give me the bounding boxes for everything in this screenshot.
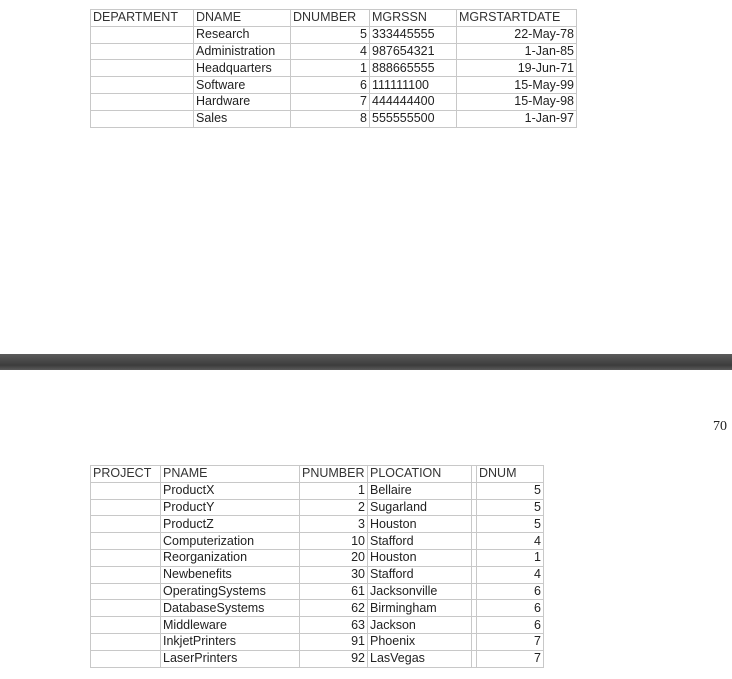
project-cell: 4	[477, 533, 544, 550]
slide-divider	[0, 354, 732, 370]
project-cell: 6	[477, 583, 544, 600]
department-cell: Administration	[194, 43, 291, 60]
project-label-cell	[91, 549, 161, 566]
project-cell: 5	[477, 499, 544, 516]
project-cell: 62	[300, 600, 368, 617]
project-cell: 10	[300, 533, 368, 550]
project-column-header: DNUM	[477, 466, 544, 483]
department-cell: Headquarters	[194, 60, 291, 77]
project-table	[90, 465, 544, 668]
project-cell: ProductY	[161, 499, 300, 516]
department-cell: Software	[194, 77, 291, 94]
project-column-header: PNUMBER	[300, 466, 368, 483]
department-cell: 1-Jan-97	[457, 110, 577, 127]
project-row	[91, 650, 544, 667]
project-row	[91, 600, 544, 617]
project-table-label: PROJECT	[91, 466, 161, 483]
project-row	[91, 633, 544, 650]
project-cell: 6	[477, 617, 544, 634]
project-cell: Bellaire	[368, 482, 472, 499]
department-cell: 19-Jun-71	[457, 60, 577, 77]
project-cell: 3	[300, 516, 368, 533]
department-column-header: DNUMBER	[291, 10, 370, 27]
department-cell: Research	[194, 26, 291, 43]
project-cell: ProductZ	[161, 516, 300, 533]
project-cell: Houston	[368, 549, 472, 566]
department-cell: 4	[291, 43, 370, 60]
project-cell: Stafford	[368, 533, 472, 550]
project-row	[91, 617, 544, 634]
project-cell: DatabaseSystems	[161, 600, 300, 617]
department-cell: 444444400	[370, 93, 457, 110]
department-cell: 8	[291, 110, 370, 127]
project-cell: 2	[300, 499, 368, 516]
project-row	[91, 482, 544, 499]
project-column-header: PNAME	[161, 466, 300, 483]
department-label-cell	[91, 43, 194, 60]
department-column-header: DNAME	[194, 10, 291, 27]
project-cell: 92	[300, 650, 368, 667]
department-cell: Hardware	[194, 93, 291, 110]
project-cell: 4	[477, 566, 544, 583]
department-cell: 1-Jan-85	[457, 43, 577, 60]
department-column-header: MGRSTARTDATE	[457, 10, 577, 27]
department-cell: 15-May-99	[457, 77, 577, 94]
project-cell: Jackson	[368, 617, 472, 634]
project-cell: 63	[300, 617, 368, 634]
project-cell: Jacksonville	[368, 583, 472, 600]
department-cell: 7	[291, 93, 370, 110]
project-label-cell	[91, 633, 161, 650]
project-label-cell	[91, 600, 161, 617]
department-cell: 1	[291, 60, 370, 77]
department-cell: 333445555	[370, 26, 457, 43]
project-cell: 1	[477, 549, 544, 566]
department-row	[91, 26, 577, 43]
project-cell: 7	[477, 633, 544, 650]
project-cell: OperatingSystems	[161, 583, 300, 600]
project-label-cell	[91, 583, 161, 600]
project-cell: LaserPrinters	[161, 650, 300, 667]
project-label-cell	[91, 533, 161, 550]
department-row	[91, 110, 577, 127]
department-cell: 22-May-78	[457, 26, 577, 43]
project-label-cell	[91, 482, 161, 499]
project-cell: Stafford	[368, 566, 472, 583]
page-number: 70	[713, 419, 727, 434]
department-row	[91, 60, 577, 77]
project-cell: Houston	[368, 516, 472, 533]
project-label-cell	[91, 617, 161, 634]
project-row	[91, 533, 544, 550]
project-cell: 6	[477, 600, 544, 617]
department-label-cell	[91, 77, 194, 94]
project-cell: Phoenix	[368, 633, 472, 650]
department-row	[91, 93, 577, 110]
project-label-cell	[91, 516, 161, 533]
department-cell: Sales	[194, 110, 291, 127]
department-table-label: DEPARTMENT	[91, 10, 194, 27]
project-cell: Reorganization	[161, 549, 300, 566]
department-label-cell	[91, 93, 194, 110]
project-cell: 7	[477, 650, 544, 667]
department-cell: 5	[291, 26, 370, 43]
project-label-cell	[91, 566, 161, 583]
project-cell: 5	[477, 516, 544, 533]
project-cell: 1	[300, 482, 368, 499]
department-cell: 111111100	[370, 77, 457, 94]
project-cell: 61	[300, 583, 368, 600]
project-cell: 30	[300, 566, 368, 583]
department-cell: 6	[291, 77, 370, 94]
department-label-cell	[91, 110, 194, 127]
department-table	[90, 9, 577, 128]
department-column-header: MGRSSN	[370, 10, 457, 27]
department-row	[91, 77, 577, 94]
project-cell: InkjetPrinters	[161, 633, 300, 650]
project-label-cell	[91, 650, 161, 667]
department-label-cell	[91, 26, 194, 43]
department-cell: 555555500	[370, 110, 457, 127]
project-cell: LasVegas	[368, 650, 472, 667]
project-cell: Birmingham	[368, 600, 472, 617]
project-row	[91, 566, 544, 583]
project-cell: Newbenefits	[161, 566, 300, 583]
project-row	[91, 516, 544, 533]
project-cell: Computerization	[161, 533, 300, 550]
project-cell: Middleware	[161, 617, 300, 634]
project-cell: 91	[300, 633, 368, 650]
project-cell: 20	[300, 549, 368, 566]
project-row	[91, 549, 544, 566]
project-row	[91, 583, 544, 600]
department-cell: 987654321	[370, 43, 457, 60]
department-row	[91, 43, 577, 60]
department-cell: 15-May-98	[457, 93, 577, 110]
department-header-row	[91, 10, 577, 27]
project-header-row	[91, 466, 544, 483]
project-column-header: PLOCATION	[368, 466, 472, 483]
department-label-cell	[91, 60, 194, 77]
project-row	[91, 499, 544, 516]
project-label-cell	[91, 499, 161, 516]
department-cell: 888665555	[370, 60, 457, 77]
project-cell: Sugarland	[368, 499, 472, 516]
project-cell: ProductX	[161, 482, 300, 499]
project-cell: 5	[477, 482, 544, 499]
